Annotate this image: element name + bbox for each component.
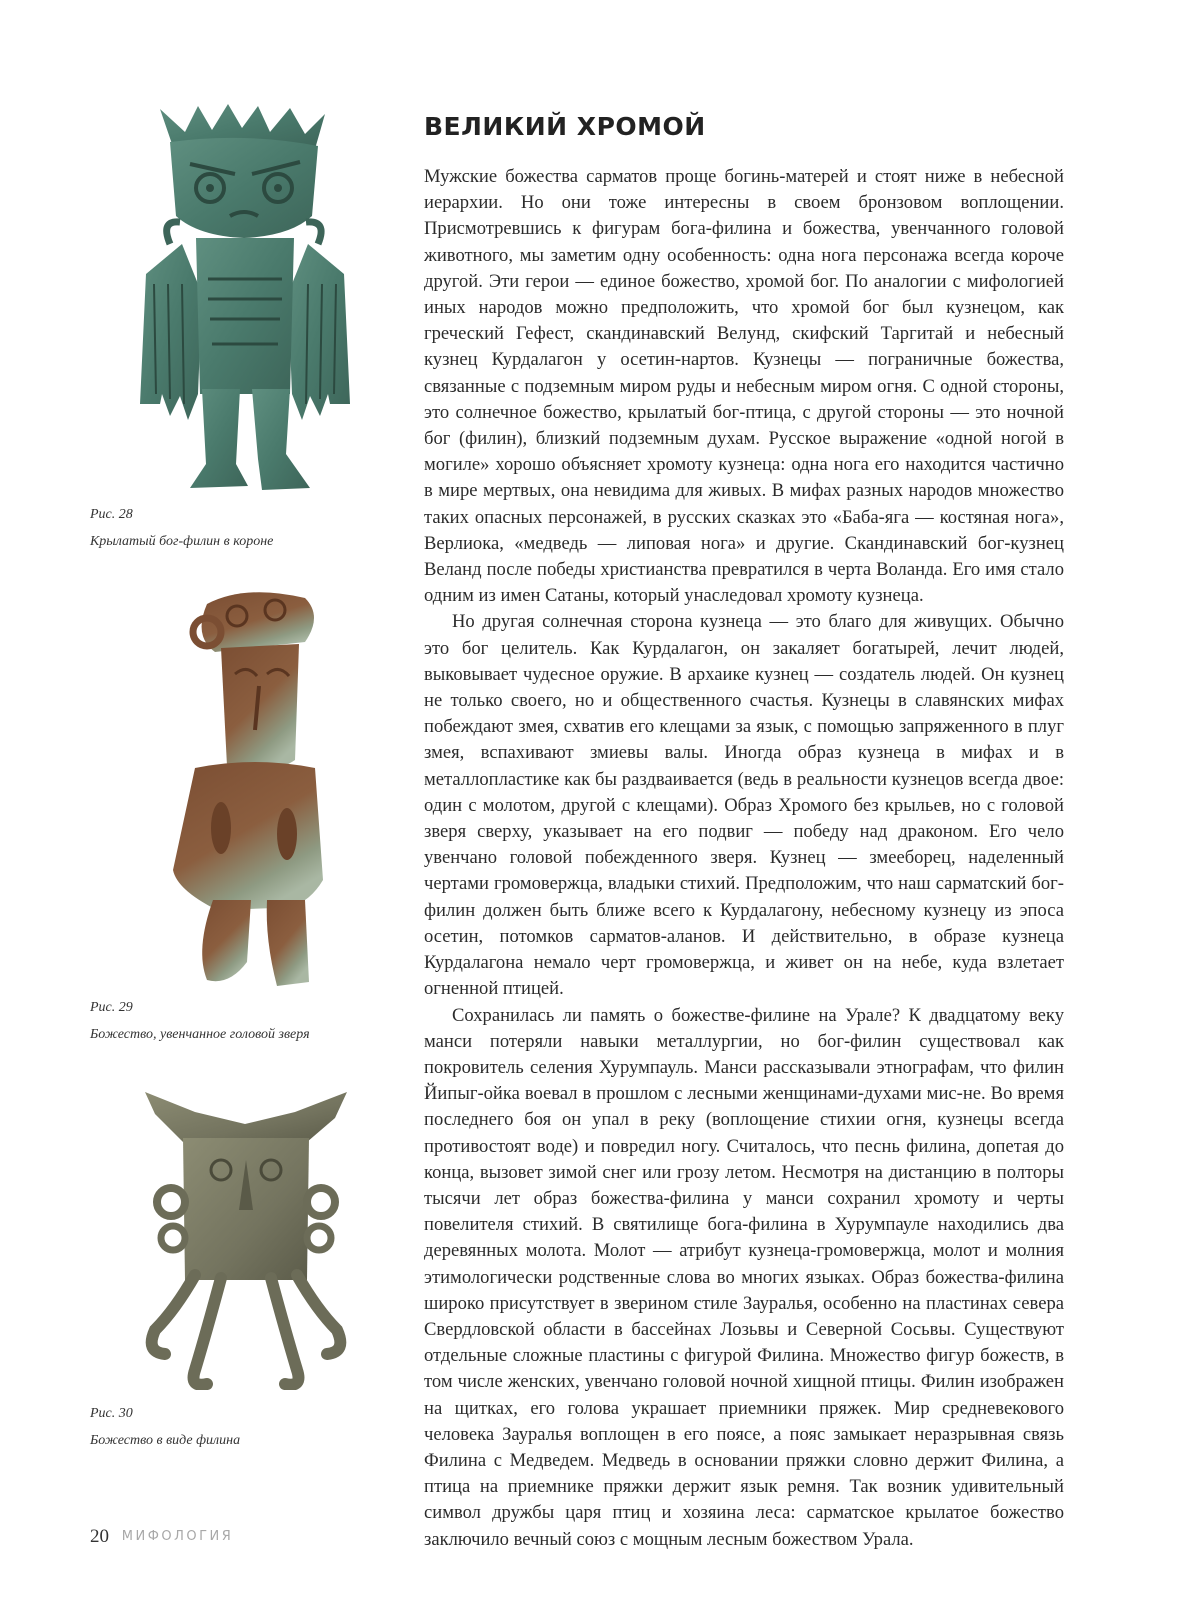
figure-29-number: Рис. 29 bbox=[90, 1000, 133, 1015]
winged-owl-god-image bbox=[140, 104, 350, 492]
figure-29-caption bbox=[90, 998, 390, 1045]
figure-28-caption bbox=[90, 505, 390, 552]
page-footer bbox=[90, 1526, 233, 1548]
article-paragraph: Сохранилась ли память о божестве-филине на Урале? К двадцатому веку манси потеряли навыки металлургии, но бог-филин существовал как покровитель селения Хурумпауль. Манси рассказывали этнографам, что филин Йипыг-ойка воевал в прошлом с лесными женщинами-духами мис-не. Во время последнего боя он упал в реку (воплощение стихии огня, кузнецы всегда противостоят воде) и повредил ногу. Считалось, что песнь филина, допетая до конца, вызовет зимой снег или грозу летом. Несмотря на дистанцию в полторы тысячи лет образ божества-филина у манси сохранил хромоту и черты повелителя стихий. В святилище бога-филина в Хурумпауле находились два деревянных молота. Молот — атрибут кузнеца-громовержца, молот и молния этимологически родственные слова во многих языках. Образ божества-филина широко присутствует в зверином стиле Зауралья, особенно на пластинах севера Свердловской области в бассейнах Лозьвы и Северной Сосьвы. Существуют отдельные сложные пластины с фигурой Филина. Множество фигур божеств, в том числе женских, увенчано головой ночной хищной птицы. Филин изображен на щитках, его голова украшает приемники пряжек. Мир средневекового человека Зауралья воплощен в его поясе, а пояс замыкает неразрывная связь Филина с Медведем. Медведь в основании пряжки словно держит Филина, а птица на приемнике пряжки держит язык ремня. Так возник удивительный символ дружбы царя птиц и хозяина леса: сарматское крылатое божество заключило вечный союз с мощным лесным божеством Урала. bbox=[424, 1004, 1064, 1550]
figure-29-title: Божество, увенчанное головой зверя bbox=[90, 1027, 310, 1042]
article-heading: ВЕЛИКИЙ ХРОМОЙ bbox=[424, 112, 706, 141]
figure-30-caption bbox=[90, 1404, 390, 1451]
figure-28-title: Крылатый бог-филин в короне bbox=[90, 534, 274, 549]
beast-headed-deity-image bbox=[155, 590, 335, 988]
page-number: 20 bbox=[90, 1526, 109, 1547]
article-paragraph: Но другая солнечная сторона кузнеца — это благо для живущих. Обычно это бог целитель. Как Курдалагон, он закаляет богатырей, лечит людей, выковывает чудесное оружие. В архаике кузнец — создатель людей. Он кузнец не только своего, но и общественного счастья. Кузнецы в славянских мифах побеждают змея, схватив его клещами за язык, с помощью запряженного в плуг змея, вспахивают змиевы валы. Иногда образ кузнеца в мифах и в металлопластике как бы раздваивается (ведь в реальности кузнецов всегда двое: один с молотом, другой с клещами). Образ Хромого без крыльев, но с головой зверя сверху, указывает на его подвиг — победу над драконом. Его чело увенчано головой побежденного зверя. Кузнец — змееборец, наделенный чертами громовержца, владыки стихий. Предположим, что наш сарматский бог-филин должен быть ближе всего к Курдалагону, небесному кузнецу из эпоса осетин, потомков сарматов-аланов. И действительно, в образе кузнеца Курдалагона немало черт громовержца, и живет он на небе, куда взлетает огненной птицей. bbox=[424, 611, 1064, 1000]
figure-30-title: Божество в виде филина bbox=[90, 1433, 241, 1448]
article-body bbox=[424, 164, 1064, 1553]
section-name: МИФОЛОГИЯ bbox=[121, 1529, 234, 1544]
article-paragraph: Мужские божества сарматов проще богинь-матерей и стоят ниже в небесной иерархии. Но они тоже интересны в своем бронзовом воплощении. Присмотревшись к фигурам бога-филина и божества, увенчанного головой животного, мы заметим одну особенность: одна нога персонажа всегда короче другой. Эти герои — единое божество, хромой бог. По аналогии с мифологией иных народов можно предположить, что хромой бог был кузнецом, как греческий Гефест, скандинавский Велунд, скифский Таргитай и небесный кузнец Курдалагон у осетин-нартов. Кузнецы — пограничные божества, связанные с подземным миром руды и небесным миром огня. С одной стороны, это солнечное божество, крылатый бог-птица, с другой стороны — это ночной бог (филин), близкий подземным духам. Русское выражение «одной ногой в могиле» хорошо объясняет хромоту кузнеца: одна нога его находится частично в мире мертвых, она невидима для живых. В мифах разных народов множество таких опасных персонажей, в русских сказках это «Баба-яга — костяная нога», Верлиока, «медведь — липовая нога» и другие. Скандинавский бог-кузнец Веланд после победы христианства превратился в черта Воланда. Его имя стало одним из имен Сатаны, который унаследовал хромоту кузнеца. bbox=[424, 166, 1064, 607]
owl-deity-image bbox=[135, 1090, 357, 1390]
figure-28-number: Рис. 28 bbox=[90, 507, 133, 522]
figure-30-number: Рис. 30 bbox=[90, 1406, 133, 1421]
